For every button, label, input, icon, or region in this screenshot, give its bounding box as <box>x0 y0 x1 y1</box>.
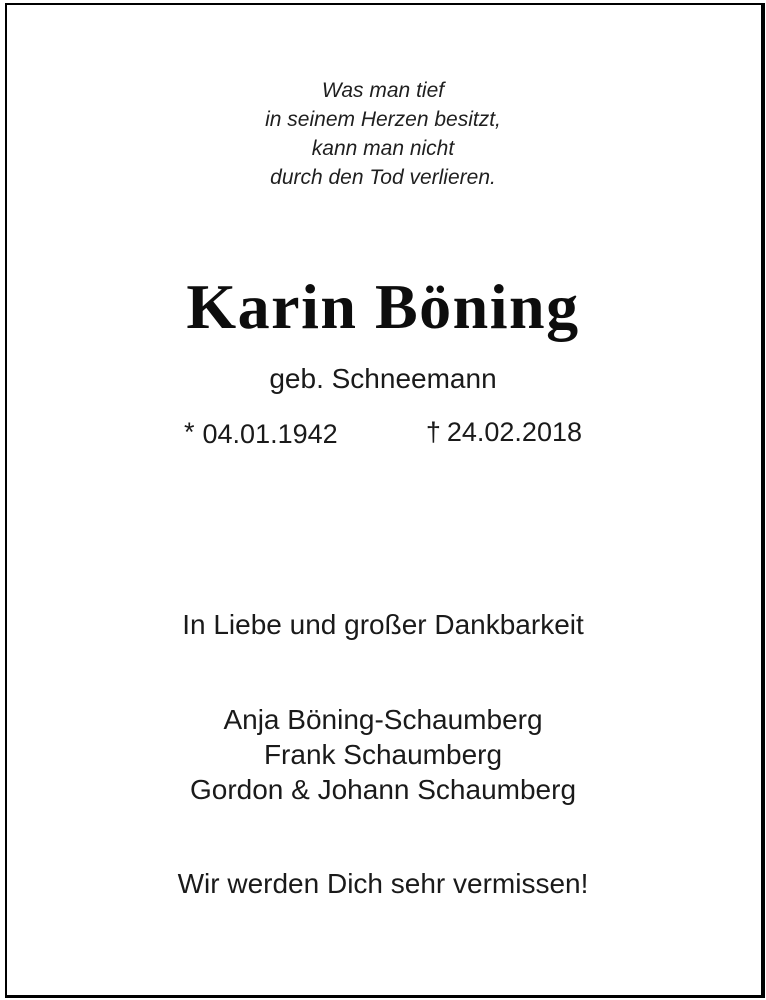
poem-line: kann man nicht <box>311 137 455 160</box>
mourner-name: Gordon & Johann Schaumberg <box>189 774 577 805</box>
memorial-poem <box>0 76 766 192</box>
maiden-name: geb. Schneemann <box>269 363 497 394</box>
died-dagger-symbol: † <box>425 417 441 447</box>
birth-date-group <box>184 414 338 452</box>
farewell-line: Wir werden Dich sehr vermissen! <box>177 868 589 899</box>
mourners-list <box>0 702 766 807</box>
life-dates <box>184 414 582 452</box>
death-date-group <box>426 414 582 452</box>
poem-line: durch den Tod verlieren. <box>270 166 496 189</box>
birth-date: 04.01.1942 <box>202 419 338 449</box>
mourner-name: Anja Böning-Schaumberg <box>223 704 543 735</box>
poem-line: in seinem Herzen besitzt, <box>265 108 501 131</box>
born-asterisk-symbol: * <box>184 417 195 447</box>
mourner-name: Frank Schaumberg <box>263 739 503 770</box>
poem-line: Was man tief <box>321 79 445 102</box>
death-date: 24.02.2018 <box>446 417 582 447</box>
tribute-line: In Liebe und großer Dankbarkeit <box>182 609 584 640</box>
deceased-name: Karin Böning <box>186 271 580 342</box>
